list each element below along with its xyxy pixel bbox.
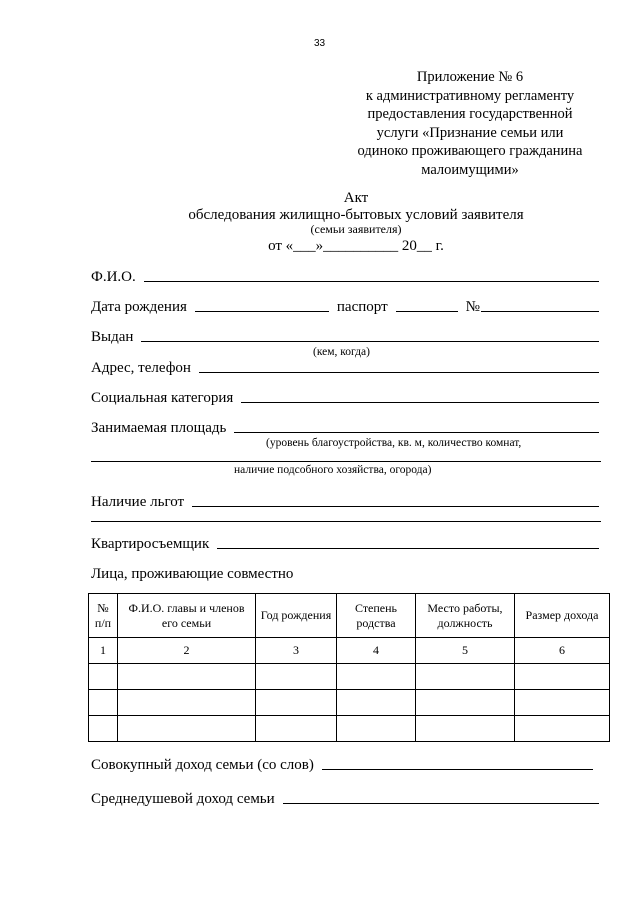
appendix-header	[330, 68, 610, 179]
issued-label: Выдан	[91, 329, 134, 345]
address-label: Адрес, телефон	[91, 360, 191, 376]
benefits-extra-line[interactable]	[91, 521, 601, 522]
total-income-row	[91, 756, 593, 774]
table-cell[interactable]	[416, 716, 515, 742]
table-cell[interactable]	[256, 664, 337, 690]
table-cell[interactable]	[515, 664, 610, 690]
table-cell[interactable]	[256, 716, 337, 742]
fio-line[interactable]	[144, 280, 599, 282]
area-hint-1: (уровень благоустройства, кв. м, количество комнат,	[266, 437, 522, 449]
area-line[interactable]	[234, 431, 599, 433]
area-label: Занимаемая площадь	[91, 420, 227, 436]
fio-row	[91, 268, 599, 286]
area-row	[91, 419, 599, 437]
social-category-row	[91, 389, 599, 407]
benefits-line[interactable]	[192, 505, 599, 507]
act-title: Акт	[343, 190, 369, 206]
table-header-row	[89, 594, 610, 638]
birth-passport-row	[91, 298, 599, 316]
table-row	[89, 716, 610, 742]
table-row	[89, 690, 610, 716]
table-cell[interactable]	[416, 664, 515, 690]
issued-line[interactable]	[141, 340, 599, 342]
number-sign: №	[465, 299, 480, 315]
per-capita-income-label: Среднедушевой доход семьи	[91, 791, 275, 807]
column-number: 6	[515, 638, 610, 664]
column-header: Ф.И.О. главы и членов его семьи	[118, 594, 256, 638]
column-header: № п/п	[89, 594, 118, 638]
tenant-line[interactable]	[217, 547, 599, 549]
fio-label: Ф.И.О.	[91, 269, 136, 285]
column-number: 4	[337, 638, 416, 664]
table-cell[interactable]	[118, 690, 256, 716]
act-date-line: от «___»__________ 20__ г.	[268, 238, 444, 254]
birth-date-label: Дата рождения	[91, 299, 187, 315]
per-capita-income-line[interactable]	[283, 802, 599, 804]
column-header: Место работы, должность	[416, 594, 515, 638]
table-cell[interactable]	[337, 690, 416, 716]
column-header: Степень родства	[337, 594, 416, 638]
table-cell[interactable]	[515, 716, 610, 742]
passport-number-line[interactable]	[481, 310, 599, 312]
column-number: 1	[89, 638, 118, 664]
social-category-line[interactable]	[241, 401, 599, 403]
social-category-label: Социальная категория	[91, 390, 234, 406]
column-number: 3	[256, 638, 337, 664]
benefits-row	[91, 493, 599, 511]
appendix-line: Приложение № 6	[416, 69, 524, 85]
tenant-label: Квартиросъемщик	[91, 536, 210, 552]
page-number: 33	[313, 38, 326, 49]
total-income-line[interactable]	[322, 768, 593, 770]
issued-row	[91, 328, 599, 346]
table-cell[interactable]	[89, 716, 118, 742]
table-cell[interactable]	[89, 690, 118, 716]
cohabitants-row	[91, 565, 599, 583]
address-line[interactable]	[199, 371, 599, 373]
act-subtitle: обследования жилищно-бытовых условий заявителя	[188, 207, 524, 223]
table-cell[interactable]	[118, 716, 256, 742]
table-cell[interactable]	[89, 664, 118, 690]
appendix-line: одиноко проживающего гражданина	[357, 143, 583, 159]
passport-line[interactable]	[396, 310, 458, 312]
appendix-line: предоставления государственной	[367, 106, 573, 122]
table-cell[interactable]	[515, 690, 610, 716]
table-cell[interactable]	[416, 690, 515, 716]
table-cell[interactable]	[256, 690, 337, 716]
area-hint-2: наличие подсобного хозяйства, огорода)	[234, 464, 432, 476]
area-extra-line[interactable]	[91, 461, 601, 462]
column-number: 2	[118, 638, 256, 664]
tenant-row	[91, 535, 599, 553]
appendix-line: услуги «Признание семьи или	[376, 124, 564, 141]
family-table	[88, 593, 610, 742]
table-cell[interactable]	[118, 664, 256, 690]
birth-date-line[interactable]	[195, 310, 329, 312]
per-capita-income-row	[91, 790, 599, 808]
appendix-line: малоимущими»	[421, 161, 519, 178]
act-note: (семьи заявителя)	[310, 222, 402, 236]
passport-label: паспорт	[336, 299, 388, 315]
column-header: Год рождения	[256, 594, 337, 638]
table-number-row	[89, 638, 610, 664]
table-cell[interactable]	[337, 664, 416, 690]
address-row	[91, 359, 599, 377]
issued-hint: (кем, когда)	[313, 346, 370, 358]
column-header: Размер дохода	[515, 594, 610, 638]
cohabitants-label: Лица, проживающие совместно	[91, 566, 294, 582]
appendix-line: к административному регламенту	[365, 87, 575, 104]
total-income-label: Совокупный доход семьи (со слов)	[91, 757, 314, 773]
column-number: 5	[416, 638, 515, 664]
table-row	[89, 664, 610, 690]
benefits-label: Наличие льгот	[91, 494, 185, 510]
table-cell[interactable]	[337, 716, 416, 742]
